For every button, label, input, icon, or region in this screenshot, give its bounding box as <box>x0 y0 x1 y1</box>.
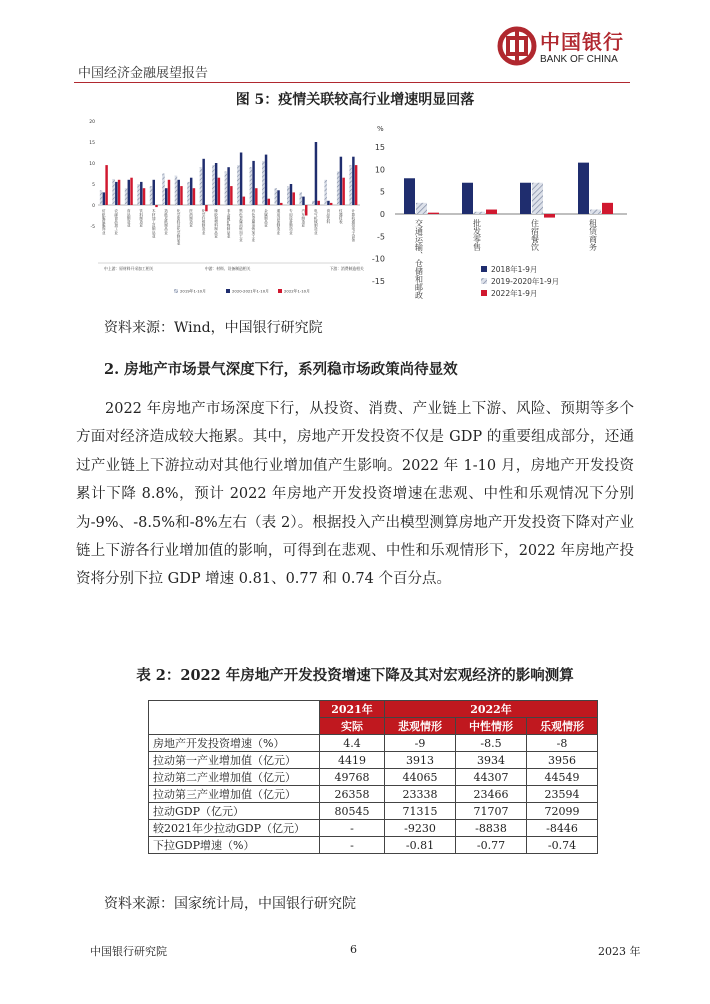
category-label: 电气机械制造业 <box>314 209 319 235</box>
table-col-header: 乐观情形 <box>527 718 598 735</box>
legend-label: 2022年1-9月 <box>491 289 538 298</box>
bar <box>474 212 485 214</box>
y-tick-label: 15 <box>89 141 95 146</box>
row-label: 下拉GDP增速（%） <box>149 837 320 854</box>
bar <box>355 165 357 205</box>
footer-year: 2023 年 <box>598 945 641 958</box>
table-col-header: 悲观情形 <box>385 718 456 735</box>
bar <box>193 188 195 205</box>
figure-source: 资料来源：Wind，中国银行研究院 <box>104 320 323 336</box>
group-label: 中游：材料、设备制造相关 <box>204 266 251 271</box>
y-tick-label: -10 <box>371 254 385 264</box>
row-value: 72099 <box>527 803 598 820</box>
category-label: 黑色金属冶炼加工业 <box>239 209 244 242</box>
category-label: 批发零售 <box>472 219 482 251</box>
category-label: 非金属矿物制品业 <box>227 209 231 238</box>
legend-swatch <box>481 266 487 272</box>
table-title: 表 2：2022 年房地产开发投资增速下降及其对宏观经济的影响测算 <box>136 667 574 684</box>
category-label: 住宿餐饮 <box>530 219 540 251</box>
bar <box>277 190 279 205</box>
bar <box>324 180 326 205</box>
industry-growth-chart <box>84 113 364 303</box>
bar <box>230 186 232 205</box>
y-tick-label: 10 <box>89 162 95 167</box>
table-header-row <box>149 701 598 718</box>
row-value: -8838 <box>456 820 527 837</box>
category-label: 仪器仪表 <box>339 209 344 224</box>
category-label: 木材加工及制品业 <box>152 209 157 238</box>
row-value: 4.4 <box>320 735 385 752</box>
bar <box>187 182 189 205</box>
row-value: 44307 <box>456 769 527 786</box>
row-value: 49768 <box>320 769 385 786</box>
y-axis-unit: % <box>377 125 384 133</box>
logo-text-en: BANK OF CHINA <box>540 54 618 65</box>
category-label: 农副食品加工业 <box>114 209 119 235</box>
category-label: 医药制造业 <box>189 209 194 227</box>
bar <box>165 188 167 205</box>
table-row <box>149 820 598 837</box>
bar <box>293 192 295 205</box>
row-label: 房地产开发投资增速（%） <box>149 735 320 752</box>
bar <box>268 199 270 205</box>
row-label: 拉动第三产业增加值（亿元） <box>149 786 320 803</box>
row-label: 拉动第二产业增加值（亿元） <box>149 769 320 786</box>
y-tick-label: 0 <box>92 204 95 209</box>
bar <box>125 188 127 205</box>
bar <box>177 180 179 205</box>
page-number: 6 <box>350 943 357 956</box>
row-value: -8.5 <box>456 735 527 752</box>
y-tick-label: 15 <box>374 143 385 152</box>
bar <box>143 188 145 205</box>
category-label: 造纸及纸制品业 <box>164 209 169 235</box>
bar <box>532 183 543 214</box>
bar <box>105 165 107 205</box>
bar <box>180 186 182 205</box>
bar <box>290 184 292 205</box>
left-chart-labels <box>101 208 364 293</box>
bar <box>275 188 277 205</box>
bar <box>280 203 282 205</box>
logo-text-cn: 中国银行 <box>540 30 624 54</box>
row-value: 3956 <box>527 752 598 769</box>
table-row <box>149 803 598 820</box>
bar <box>100 190 102 205</box>
y-tick-label: 10 <box>374 165 385 175</box>
figure-title: 图 5：疫情关联较高行业增速明显回落 <box>235 92 475 108</box>
bar <box>240 153 242 206</box>
row-value: 23594 <box>527 786 598 803</box>
category-label: 交通运输、仓储和邮政 <box>414 219 424 299</box>
logo-bar <box>515 28 519 64</box>
bar <box>602 203 613 214</box>
y-tick-label: -15 <box>371 277 385 286</box>
bar <box>462 183 473 214</box>
bar <box>330 203 332 205</box>
bar <box>150 186 152 205</box>
bar <box>416 203 427 214</box>
table-header-year1: 2021年 <box>320 701 385 718</box>
legend-swatch <box>481 290 487 296</box>
row-value: -9230 <box>385 820 456 837</box>
bar <box>302 197 304 205</box>
bar <box>237 165 239 205</box>
right-chart-bars <box>404 163 613 218</box>
bar <box>486 210 497 214</box>
footer-organization: 中国银行研究院 <box>90 945 167 958</box>
bar <box>155 205 157 207</box>
row-value: 3934 <box>456 752 527 769</box>
bar <box>112 179 114 205</box>
category-label: 计算机通信电子设备 <box>351 209 356 242</box>
bar <box>212 165 214 205</box>
header-divider <box>74 82 630 83</box>
bar <box>404 178 415 214</box>
bar <box>428 213 439 214</box>
bar <box>590 210 601 214</box>
bar <box>578 163 589 214</box>
bar <box>349 165 351 205</box>
bar <box>265 155 267 205</box>
table-row <box>149 769 598 786</box>
bar <box>168 180 170 205</box>
bar <box>200 167 202 205</box>
table-row <box>149 786 598 803</box>
row-value: -0.74 <box>527 837 598 854</box>
bar <box>162 174 164 206</box>
table-corner <box>149 701 320 718</box>
category-label: 通用设备制造业 <box>276 209 281 235</box>
row-value: 44549 <box>527 769 598 786</box>
category-label: 食品制造业 <box>127 209 132 227</box>
bar <box>312 201 314 205</box>
y-tick-label: 0 <box>379 210 385 219</box>
bar <box>299 192 301 205</box>
row-value: 44065 <box>385 769 456 786</box>
bar <box>287 186 289 205</box>
right-chart-labels <box>414 218 598 300</box>
row-label: 较2021年少拉动GDP（亿元） <box>149 820 320 837</box>
row-value: -8446 <box>527 820 598 837</box>
row-value: -9 <box>385 735 456 752</box>
row-value: - <box>320 820 385 837</box>
section-heading: 2. 房地产市场景气深度下行，系列稳市场政策尚待显效 <box>104 361 458 378</box>
body-paragraph: 2022 年房地产市场深度下行，从投资、消费、产业链上下游、风险、预期等多个方面对经济造成较大拖累。其中，房地产开发投资不仅是 GDP 的重要组成部分，还通过产业链上下游拉动对其他行业增加值产生影响。2022 年 1-10 月，房地产开发投资累计下降 8.8%，预计 2022 年房地产开发投资增速在悲观、中性和乐观情况下分别为-9%、-8.5%和-8%左右（表 2）。根据投入产出模型测算房地产开发投资下降对产业链上下游各行业增加值的影响，可得到在悲观、中性和乐观情形下，2022 年房地产投资将分别下拉 GDP 增速 0.81、0.77 和 0.74 个百分点。 <box>76 401 634 588</box>
legend-swatch <box>174 289 178 293</box>
category-label: 橡胶和塑料制品业 <box>214 209 219 238</box>
category-label: 汽车制造业 <box>301 209 306 227</box>
row-value: - <box>320 837 385 854</box>
legend-swatch <box>226 289 230 293</box>
bar <box>227 167 229 205</box>
bar <box>317 201 319 205</box>
bar <box>337 171 339 205</box>
bar <box>255 188 257 205</box>
table-row <box>149 752 598 769</box>
table-source: 资料来源：国家统计局，中国银行研究院 <box>104 896 356 912</box>
table-col-header: 中性情形 <box>456 718 527 735</box>
category-label: 专用设备制造业 <box>289 209 294 235</box>
table-corner-lower <box>149 718 320 735</box>
bar <box>352 157 354 205</box>
service-growth-chart <box>365 113 633 303</box>
y-tick-label: 5 <box>92 183 95 188</box>
row-value: -8 <box>527 735 598 752</box>
row-value: 23338 <box>385 786 456 803</box>
bar <box>250 167 252 205</box>
report-header-title: 中国经济金融展望报告 <box>78 66 209 81</box>
bar <box>315 142 317 205</box>
bar <box>218 178 220 205</box>
bar <box>544 214 555 218</box>
bar <box>153 180 155 205</box>
legend-label: 2019年1-10月 <box>180 288 206 294</box>
category-label: 食品饮料 <box>326 209 331 224</box>
bar <box>520 183 531 214</box>
row-value: 4419 <box>320 752 385 769</box>
category-label: 金属制品业 <box>264 209 269 227</box>
y-tick-label: 5 <box>379 187 385 197</box>
category-label: 化学纤维制造业 <box>202 209 207 235</box>
category-label: 租赁商务 <box>588 219 598 251</box>
bar <box>128 180 130 205</box>
row-value: -0.77 <box>456 837 527 854</box>
row-value: 71315 <box>385 803 456 820</box>
bar <box>340 157 342 205</box>
category-label: 饮料制造业 <box>139 209 144 227</box>
row-value: 71707 <box>456 803 527 820</box>
bar <box>262 161 264 205</box>
group-label: 中上游：原材料开采加工相关 <box>104 266 154 271</box>
row-label: 拉动第一产业增加值（亿元） <box>149 752 320 769</box>
bar <box>327 201 329 205</box>
legend-label: 2020-2021年1-10月 <box>232 288 269 294</box>
group-label: 下游：消费制造相关 <box>329 266 364 271</box>
table-col-header: 实际 <box>320 718 385 735</box>
legend-label: 2019-2020年1-9月 <box>491 277 560 286</box>
bar <box>115 182 117 205</box>
bar <box>252 161 254 205</box>
bar <box>118 180 120 205</box>
row-label: 拉动GDP（亿元） <box>149 803 320 820</box>
bar <box>190 178 192 205</box>
row-value: 80545 <box>320 803 385 820</box>
legend-swatch <box>278 289 282 293</box>
bar <box>215 163 217 205</box>
row-value: 23466 <box>456 786 527 803</box>
table-subheader-row <box>149 718 598 735</box>
row-value: -0.81 <box>385 837 456 854</box>
row-value: 3913 <box>385 752 456 769</box>
y-tick-label: -5 <box>377 232 385 242</box>
legend-label: 2022年1-10月 <box>284 288 310 294</box>
bar <box>103 192 105 205</box>
legend-swatch <box>481 278 487 284</box>
left-chart-bars <box>100 142 357 216</box>
bar <box>130 178 132 205</box>
legend-label: 2018年1-9月 <box>491 265 538 274</box>
bar <box>225 171 227 205</box>
bar <box>202 159 204 205</box>
bar <box>140 182 142 205</box>
bar <box>137 184 139 205</box>
table-header-year2: 2022年 <box>385 701 598 718</box>
bar <box>342 178 344 205</box>
category-label: 化学原料及化学制品业 <box>177 209 182 245</box>
category-label: 纺织服装服饰业 <box>102 209 107 235</box>
y-tick-label: 20 <box>89 120 95 125</box>
y-tick-label: -5 <box>90 225 95 230</box>
table-row <box>149 837 598 854</box>
category-label: 有色金属冶炼加工业 <box>251 209 256 242</box>
impact-table <box>148 700 598 854</box>
bar <box>243 197 245 205</box>
bar <box>175 176 177 205</box>
table-row <box>149 735 598 752</box>
row-value: 26358 <box>320 786 385 803</box>
